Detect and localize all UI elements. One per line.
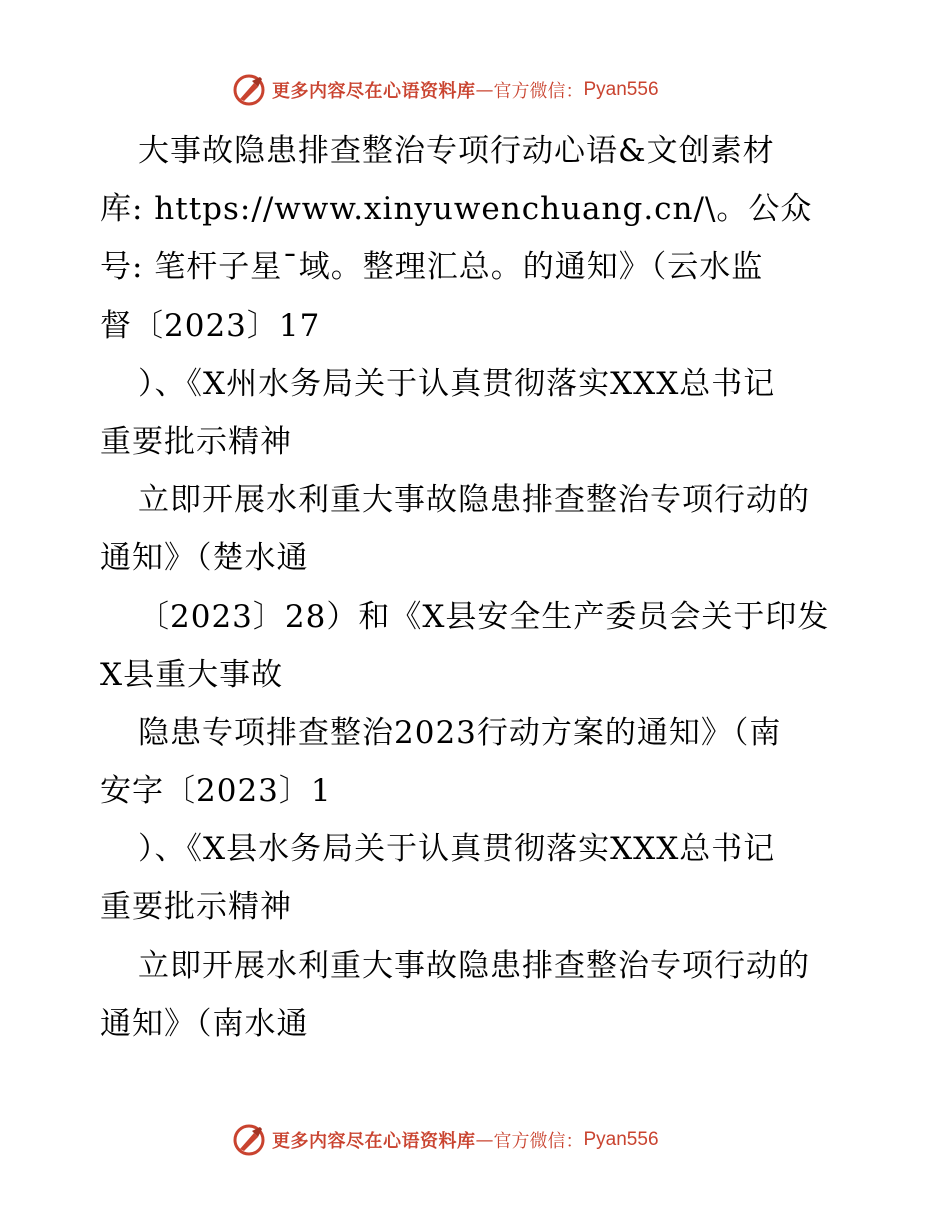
body-line: X县重大事故 <box>100 656 284 693</box>
header-banner-wechat-handle: Pyan556 <box>583 79 659 100</box>
body-line: 库: https://www.xinyuwenchuang.cn/\。公众 <box>100 191 813 228</box>
red-circle-pen-logo-icon <box>232 73 266 107</box>
header-banner-dash: — <box>475 79 494 101</box>
body-line: ）、《X县水务局关于认真贯彻落实XXX总书记 <box>138 831 776 868</box>
document-body <box>100 122 860 1053</box>
body-line: 隐患专项排查整治2023行动方案的通知》（南 <box>138 714 782 751</box>
footer-banner-wechat-handle: Pyan556 <box>583 1129 659 1150</box>
footer-banner <box>232 1120 659 1160</box>
body-line: 立即开展水利重大事故隐患排查整治专项行动的 <box>138 947 810 984</box>
body-line: 大事故隐患排查整治专项行动心语&文创素材 <box>138 133 775 169</box>
header-banner <box>232 70 659 110</box>
footer-banner-main-text: 更多内容尽在心语资料库 <box>272 1131 476 1152</box>
body-line: ）、《X州水务局关于认真贯彻落实XXX总书记 <box>138 365 776 402</box>
body-line: 通知》（南水通 <box>100 1005 309 1042</box>
body-line: 重要批示精神 <box>100 889 292 926</box>
body-line: 〔2023〕28）和《X县安全生产委员会关于印发 <box>138 598 830 635</box>
body-line: 督〔2023〕17 <box>100 307 321 344</box>
red-circle-pen-logo-icon <box>232 1123 266 1157</box>
body-line: 安字〔2023〕1 <box>100 773 332 810</box>
body-line: 号: 笔杆子星¯域。整理汇总。的通知》（云水监 <box>100 249 764 286</box>
header-banner-wechat-label: 官方微信： <box>493 81 584 102</box>
header-banner-main-text: 更多内容尽在心语资料库 <box>272 81 476 102</box>
footer-banner-wechat-label: 官方微信： <box>493 1131 584 1152</box>
body-line: 重要批示精神 <box>100 423 292 460</box>
footer-banner-dash: — <box>475 1129 494 1151</box>
body-line: 通知》（楚水通 <box>100 540 309 577</box>
body-line: 立即开展水利重大事故隐患排查整治专项行动的 <box>138 482 810 519</box>
